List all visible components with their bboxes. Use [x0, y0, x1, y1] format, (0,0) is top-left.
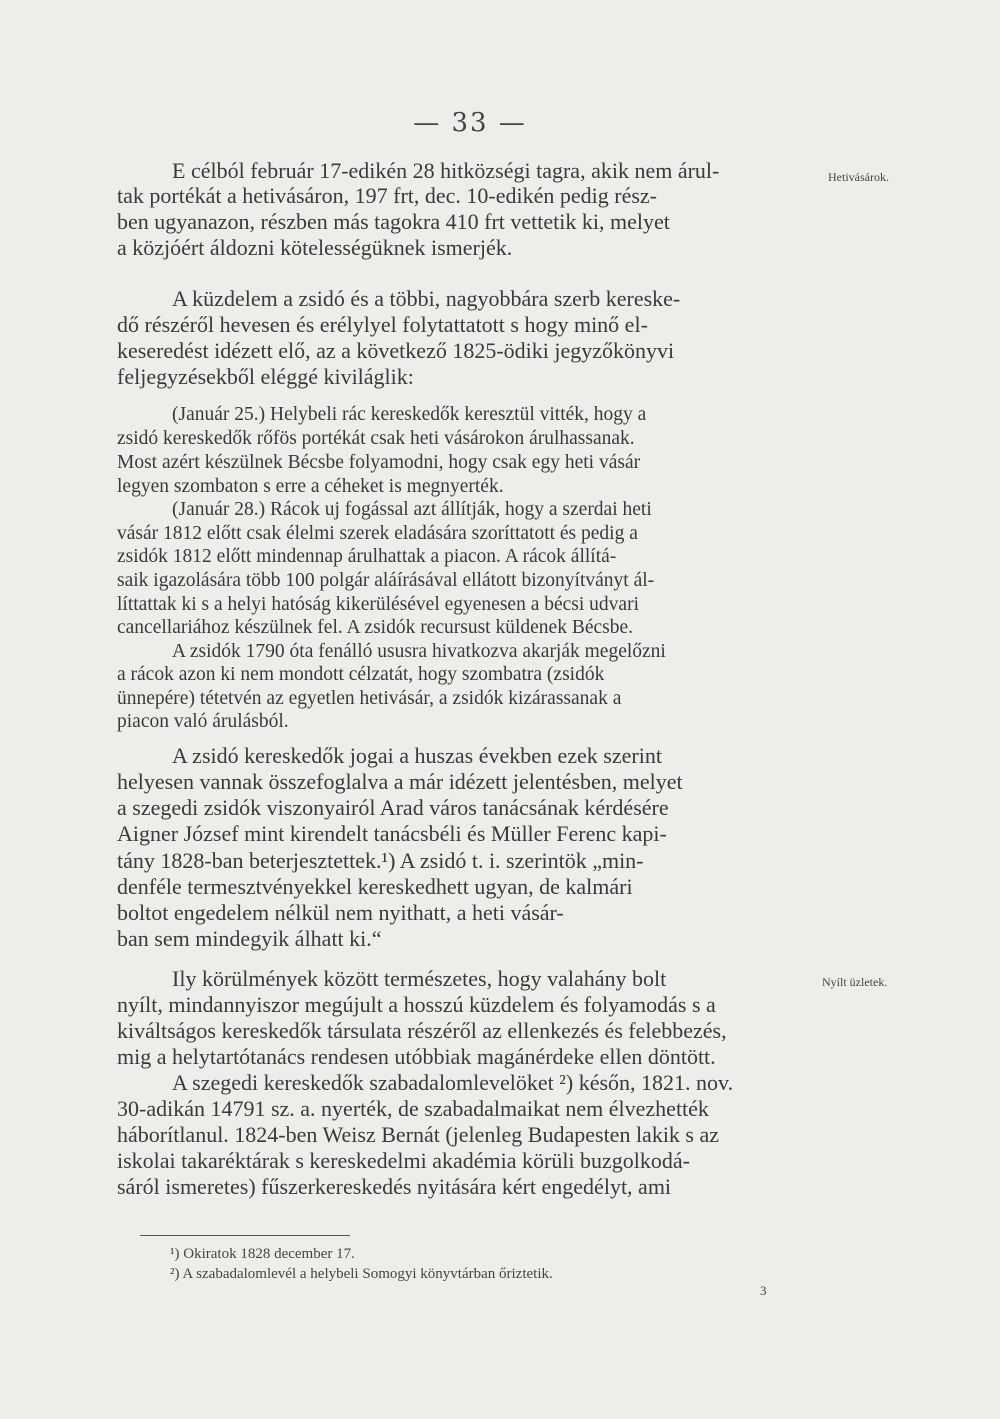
text-line: legyen szombaton s erre a céheket is megnyerték.	[117, 476, 504, 497]
text-line: iskolai takaréktárak s kereskedelmi akadémia körüli buzgolkodá-	[117, 1148, 691, 1173]
text-line: A szegedi kereskedők szabadalomlevelöket ²) későn, 1821. nov.	[172, 1070, 734, 1095]
text-line: vásár 1812 előtt csak élelmi szerek eladására szoríttatott és pedig a	[117, 523, 638, 544]
text-line: kiváltságos kereskedők társulata részéről az ellenkezés és felebbezés,	[117, 1018, 727, 1043]
text-line: dő részéről hevesen és erélylyel folytattatott s hogy minő el-	[117, 312, 648, 337]
text-line: Most azért készülnek Bécsbe folyamodni, hogy csak egy heti vásár	[117, 452, 641, 473]
text-line: ban sem mindegyik álhatt ki.“	[117, 926, 382, 951]
text-line: A küzdelem a zsidó és a többi, nagyobbára szerb kereske-	[172, 286, 681, 311]
text-line: líttattak ki s a helyi hatóság kikerülésével egyenesen a bécsi udvari	[117, 594, 639, 615]
text-line: (Január 28.) Rácok uj fogással azt állítják, hogy a szerdai heti	[172, 499, 652, 520]
text-line: Aigner József mint kirendelt tanácsbéli és Müller Ferenc kapi-	[117, 821, 667, 846]
text-line: sáról ismeretes) fűszerkereskedés nyitására kért engedélyt, ami	[117, 1174, 672, 1199]
text-line: a rácok azon ki nem mondott célzatát, hogy szombatra (zsidók	[117, 664, 605, 685]
text-line: feljegyzésekből eléggé kiviláglik:	[117, 364, 414, 389]
text-line: boltot engedelem nélkül nem nyithatt, a heti vásár-	[117, 900, 564, 925]
text-line: háborítlanul. 1824-ben Weisz Bernát (jelenleg Budapesten lakik s az	[117, 1122, 720, 1147]
text-line: 30-adikán 14791 sz. a. nyerték, de szabadalmaikat nem élvezhették	[117, 1096, 709, 1121]
text-line: ünnepére) tétetvén az egyetlen hetivásár, a zsidók kizárassanak a	[117, 688, 622, 709]
text-line: A zsidó kereskedők jogai a huszas években ezek szerint	[172, 743, 662, 768]
text-line: ben ugyanazon, részben más tagokra 410 frt vettetik ki, melyet	[117, 209, 670, 234]
margin-note-nyilt-uzletek: Nyílt üzletek.	[822, 975, 888, 989]
text-line: denféle termesztvényekkel kereskedhett ugyan, de kalmári	[117, 874, 633, 899]
footnote-2: ²) A szabadalomlevél a helybeli Somogyi könyvtárban őriztetik.	[170, 1266, 553, 1282]
page-number: — 33 —	[413, 108, 527, 138]
text-line: zsidók 1812 előtt mindennap árulhattak a piacon. A rácok állítá-	[117, 546, 617, 567]
footnote-divider	[140, 1235, 350, 1236]
signature-mark: 3	[760, 1283, 767, 1298]
text-line: saik igazolására több 100 polgár aláírásával ellátott bizonyítványt ál-	[117, 570, 655, 591]
text-line: mig a helytartótanács rendesen utóbbiak magánérdeke ellen döntött.	[117, 1044, 716, 1069]
text-line: nyílt, mindannyiszor megújult a hosszú küzdelem és folyamodás s a	[117, 992, 716, 1017]
text-line: Ily körülmények között természetes, hogy valahány bolt	[172, 966, 667, 991]
text-line: zsidó kereskedők rőfös portékát csak heti vásárokon árulhassanak.	[117, 428, 635, 449]
footnote-1: ¹) Okiratok 1828 december 17.	[170, 1246, 355, 1262]
text-line: a szegedi zsidók viszonyairól Arad város tanácsának kérdésére	[117, 795, 669, 820]
text-line: piacon való árulásból.	[117, 711, 289, 732]
text-line: keseredést idézett elő, az a következő 1825-ödiki jegyzőkönyvi	[117, 338, 675, 363]
text-line: A zsidók 1790 óta fenálló ususra hivatkozva akarják megelőzni	[172, 641, 666, 662]
text-line: E célból február 17-edikén 28 hitközségi tagra, akik nem árul-	[172, 158, 720, 183]
text-line: tány 1828-ban beterjesztettek.¹) A zsidó t. i. szerintök „min-	[117, 848, 644, 873]
margin-note-hetivasarok: Hetivásárok.	[828, 170, 889, 184]
text-line: cancellariához készülnek fel. A zsidók recursust küldenek Bécsbe.	[117, 617, 634, 638]
text-line: tak portékát a hetivásáron, 197 frt, dec. 10-edikén pedig rész-	[117, 183, 658, 208]
text-line: a közjóért áldozni kötelességüknek ismerjék.	[117, 235, 513, 260]
text-line: (Január 25.) Helybeli rác kereskedők keresztül vitték, hogy a	[172, 404, 647, 425]
text-line: helyesen vannak összefoglalva a már idézett jelentésben, melyet	[117, 769, 683, 794]
